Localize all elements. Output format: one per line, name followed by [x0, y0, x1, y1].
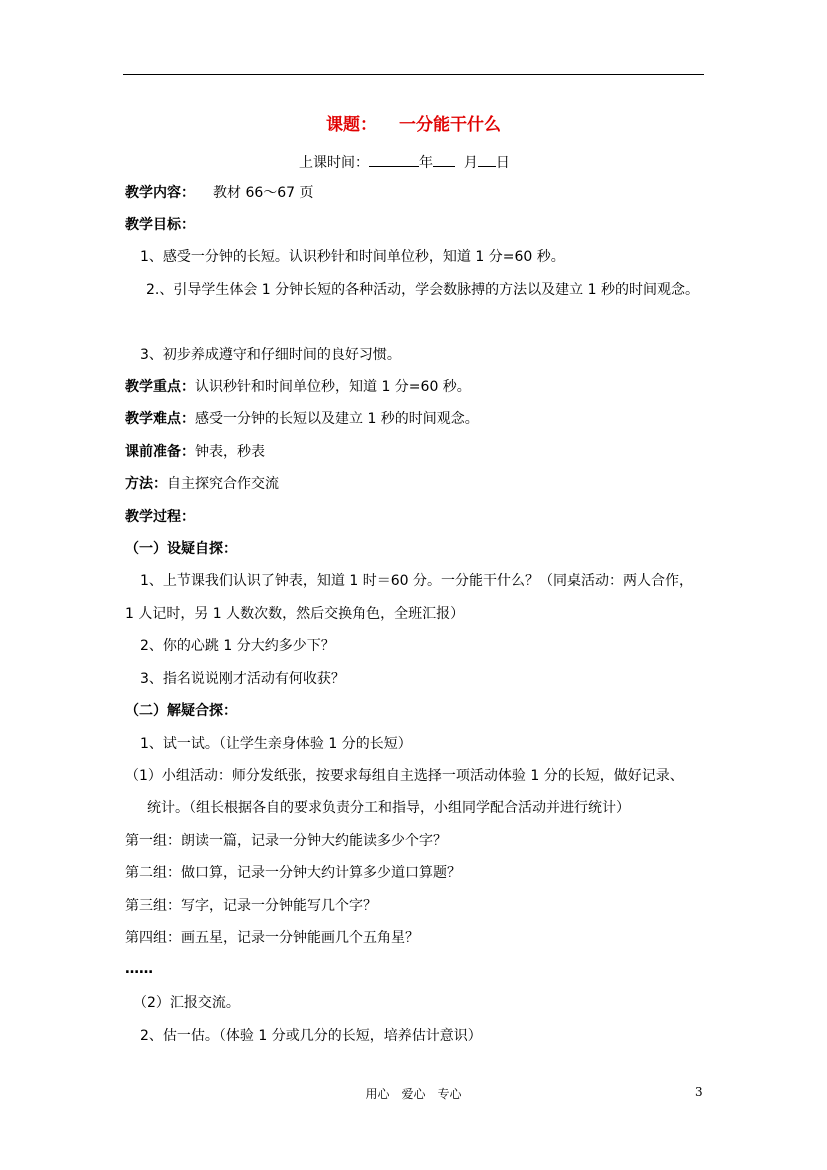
ellipsis: …… [125, 961, 153, 977]
section1-item1-line1: 1、上节课我们认识了钟表，知道 1 时＝60 分。一分能干什么？（同桌活动：两人合作， [140, 573, 693, 589]
process-label: 教学过程： [125, 509, 195, 525]
day-label: 日 [495, 155, 510, 171]
group-2-line: 第二组：做口算，记录一分钟大约计算多少道口算题？ [125, 865, 461, 881]
content-label: 教学内容： [125, 185, 195, 201]
section2-item1: 1、试一试。（让学生亲身体验 1 分的长短） [140, 736, 412, 752]
month-blank [433, 152, 455, 167]
method-label: 方法： [125, 476, 167, 492]
footer-word-1: 用心 [365, 1087, 390, 1101]
class-time-label: 上课时间： [299, 155, 369, 171]
content-text: 教材 66～67 页 [213, 185, 314, 201]
prep-line [125, 443, 265, 461]
footer-word-3: 专心 [437, 1087, 462, 1101]
group-4-line: 第四组：画五星，记录一分钟能画几个五角星？ [125, 930, 419, 946]
difficulty-label: 教学难点： [125, 411, 195, 427]
section1-item3: 3、指名说说刚才活动有何收获？ [140, 671, 345, 687]
prep-text: 钟表，秒表 [195, 444, 265, 460]
goal-item-3: 3、初步养成遵守和仔细时间的良好习惯。 [140, 347, 401, 363]
method-text: 自主探究合作交流 [167, 476, 279, 492]
year-label: 年 [419, 155, 433, 171]
section2-sub1-line1: （1）小组活动：师分发纸张，按要求每组自主选择一项活动体验 1 分的长短，做好记录、 [125, 768, 684, 784]
title-text: 一分能干什么 [399, 115, 501, 135]
group-3-line: 第三组：写字，记录一分钟能写几个字？ [125, 898, 377, 914]
class-time-line [299, 152, 510, 172]
goal-item-2: 2.、引导学生体会 1 分钟长短的各种活动，学会数脉搏的方法以及建立 1 秒的时间观念。 [146, 282, 699, 298]
key-point-label: 教学重点： [125, 379, 195, 395]
key-point-text: 认识秒针和时间单位秒，知道 1 分=60 秒。 [195, 379, 471, 395]
section2-heading: （二）解疑合探： [125, 703, 237, 719]
footer-word-2: 爱心 [401, 1087, 426, 1101]
content-line [125, 184, 314, 202]
lesson-title [0, 114, 827, 136]
section2-sub1-line2: 统计。（组长根据各自的要求负责分工和指导，小组同学配合活动并进行统计） [147, 800, 630, 816]
prep-label: 课前准备： [125, 444, 195, 460]
difficulty-text: 感受一分钟的长短以及建立 1 秒的时间观念。 [195, 411, 479, 427]
page-number: 3 [695, 1085, 703, 1099]
group-1-line: 第一组：朗读一篇，记录一分钟大约能读多少个字？ [125, 833, 447, 849]
footer-motto [0, 1085, 827, 1102]
section2-sub2: （2）汇报交流。 [133, 995, 240, 1011]
difficulty-line [125, 410, 479, 428]
title-label: 课题： [326, 115, 377, 135]
section2-item2: 2、估一估。（体验 1 分或几分的长短，培养估计意识） [140, 1028, 482, 1044]
method-line [125, 475, 279, 493]
section1-item1-line2: 1 人记时，另 1 人数次数，然后交换角色，全班汇报） [125, 606, 465, 622]
section1-item2: 2、你的心跳 1 分大约多少下？ [140, 638, 335, 654]
goal-item-1: 1、感受一分钟的长短。认识秒针和时间单位秒，知道 1 分=60 秒。 [140, 249, 565, 265]
goals-label: 教学目标： [125, 217, 195, 233]
day-blank [478, 152, 496, 167]
month-label: 月 [463, 155, 478, 171]
key-point-line [125, 378, 471, 396]
section1-heading: （一）设疑自探： [125, 541, 237, 557]
header-rule [123, 74, 704, 75]
year-blank [369, 152, 419, 167]
